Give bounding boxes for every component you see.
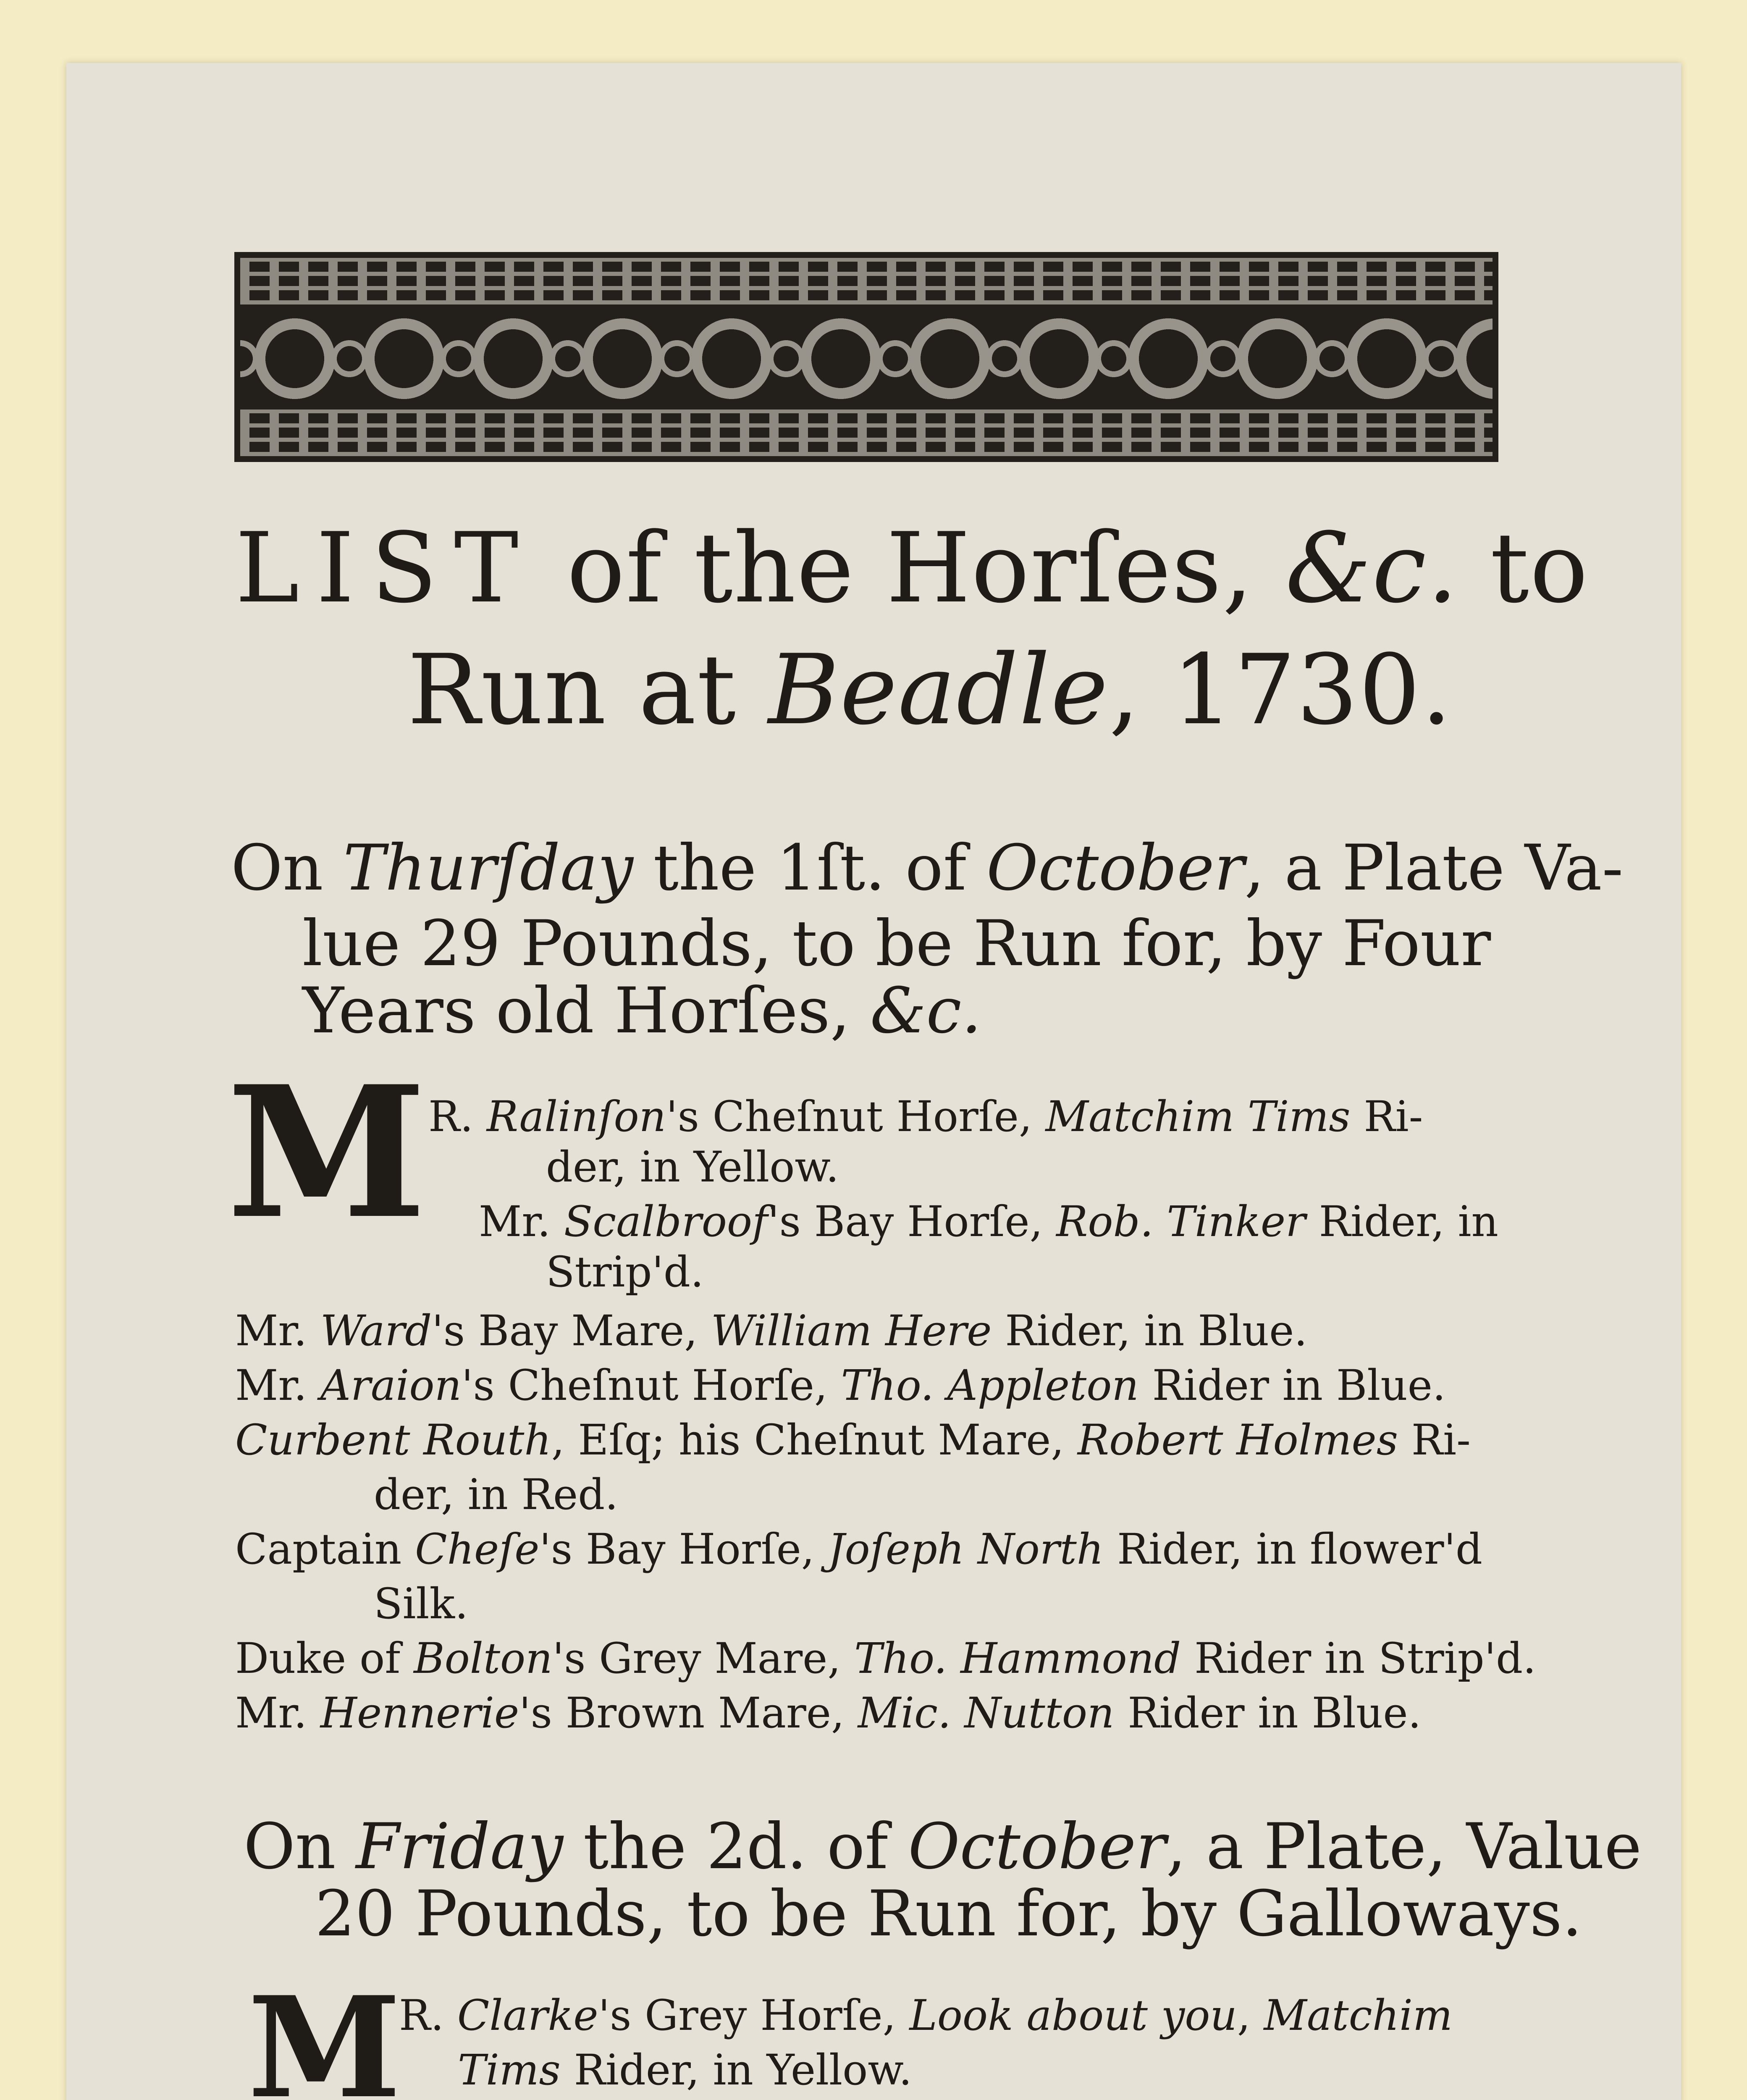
dropcap-letter: M (227, 1047, 427, 1259)
italic-name: Robert Holmes (1077, 1415, 1398, 1465)
text-run: Rider, in Yellow. (560, 2045, 912, 2095)
ornamental-border-icon (234, 252, 1498, 462)
italic-name: Look about you (909, 1991, 1237, 2040)
entry-line (235, 1634, 1536, 1683)
entry-line: der, in Yellow. (546, 1142, 839, 1192)
italic-name: Friday (356, 1810, 564, 1883)
text-run: Mr. (235, 1688, 320, 1738)
text-run: On (244, 1810, 356, 1883)
italic-name: Tims (458, 2045, 561, 2095)
text-run: , (1237, 1991, 1264, 2040)
day1-heading-line2: lue 29 Pounds, to be Run for, by Four (302, 907, 1491, 980)
text-run: Mr. (479, 1197, 564, 1246)
entry-line: Silk. (374, 1579, 468, 1628)
text-run: 's Brown Mare, (519, 1688, 858, 1738)
text-run: Ri- (1398, 1415, 1471, 1465)
italic-name: &c. (870, 974, 982, 1047)
italic-name: Matchim (1264, 1991, 1453, 2040)
italic-name: October (908, 1810, 1166, 1883)
text-run: Rider, in Blue. (992, 1306, 1308, 1355)
text-run: 's Grey Mare, (552, 1634, 854, 1683)
italic-name: Araion (320, 1361, 462, 1410)
italic-name: October (986, 832, 1245, 905)
italic-name: Ralinſon (486, 1092, 666, 1141)
italic-name: Mic. Nutton (858, 1688, 1115, 1738)
entry-line: Strip'd. (546, 1247, 704, 1297)
day1-heading-line1 (231, 832, 1623, 905)
day2-heading-line1 (244, 1810, 1642, 1883)
entry-line (458, 2045, 912, 2095)
italic-name: Rob. Tinker (1056, 1197, 1306, 1246)
italic-name: Scalbroof (564, 1197, 768, 1246)
day2-heading-line2: 20 Pounds, to be Run for, by Galloways. (315, 1877, 1582, 1950)
italic-name: Bolton (414, 1634, 553, 1683)
italic-name: Hennerie (320, 1688, 519, 1738)
italic-name: Ward (320, 1306, 432, 1355)
text-run: , a Plate, Value (1166, 1810, 1642, 1883)
text-run: the 1ſt. of (633, 832, 987, 905)
text-run: 's Cheſnut Horſe, (666, 1092, 1046, 1141)
page-title-line2 (407, 634, 1453, 746)
italic-name: Curbent Routh (235, 1415, 551, 1465)
text-run: Rider, in (1305, 1197, 1498, 1246)
italic-name: Beadle (768, 634, 1109, 746)
italic-name: William Here (711, 1306, 992, 1355)
italic-name: Matchim Tims (1045, 1092, 1351, 1141)
italic-name: Tho. Appleton (841, 1361, 1139, 1410)
text-run: Captain (235, 1525, 415, 1574)
text-run: Years old Horſes, (302, 974, 870, 1047)
text-run: Mr. (235, 1361, 320, 1410)
text-run: LIST (235, 512, 535, 625)
text-run: 's Bay Horſe, (768, 1197, 1057, 1246)
dropcap-letter: M (248, 1966, 401, 2100)
text-run: , Eſq; his Cheſnut Mare, (551, 1415, 1078, 1465)
entry-line (428, 1092, 1423, 1141)
text-run: Rider, in flower'd (1104, 1525, 1482, 1574)
text-run: , 1730. (1109, 634, 1453, 746)
text-run: Rider in Strip'd. (1181, 1634, 1536, 1683)
entry-line (235, 1306, 1307, 1355)
italic-name: Tho. Hammond (854, 1634, 1181, 1683)
text-run: Run at (407, 634, 769, 746)
italic-name: Clarke (457, 1991, 598, 2040)
text-run: , a Plate Va- (1244, 832, 1624, 905)
text-run: Ri- (1350, 1092, 1423, 1141)
text-run: Rider in Blue. (1138, 1361, 1446, 1410)
entry-line (235, 1415, 1471, 1465)
entry-line (235, 1688, 1421, 1738)
text-run: of the Horſes, (535, 512, 1285, 625)
entry-line (235, 1525, 1482, 1574)
text-run: R. (399, 1991, 457, 2040)
entry-line (479, 1197, 1498, 1246)
text-run: 's Bay Mare, (432, 1306, 711, 1355)
entry-line (399, 1991, 1453, 2040)
text-run: Duke of (235, 1634, 414, 1683)
text-run: 's Grey Horſe, (598, 1991, 910, 2040)
text-run: the 2d. of (563, 1810, 908, 1883)
text-run: 's Bay Horſe, (539, 1525, 828, 1574)
entry-line (235, 1361, 1446, 1410)
italic-name: Thurſday (343, 832, 633, 905)
entry-line: der, in Red. (374, 1470, 619, 1519)
italic-name: Joſeph North (828, 1525, 1104, 1574)
day1-heading-line3 (302, 974, 981, 1047)
text-run: to (1458, 512, 1589, 625)
italic-name: Cheſe (415, 1525, 540, 1574)
page-title-line1 (235, 512, 1589, 625)
text-run: Mr. (235, 1306, 320, 1355)
text-run: R. (428, 1092, 487, 1141)
text-run: 's Cheſnut Horſe, (462, 1361, 841, 1410)
text-run: Rider in Blue. (1114, 1688, 1422, 1738)
text-run: On (231, 832, 344, 905)
italic-name: &c. (1285, 512, 1459, 625)
